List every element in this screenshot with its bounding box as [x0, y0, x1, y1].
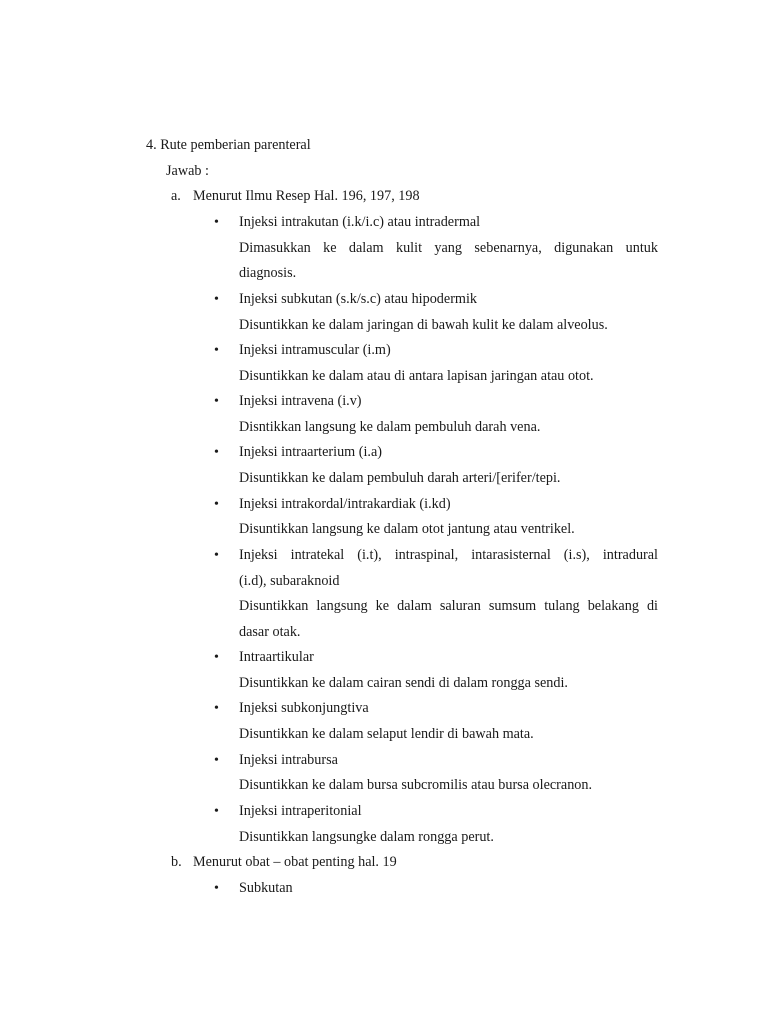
bullet-icon: •	[214, 343, 219, 358]
bullet-icon: •	[214, 753, 219, 768]
answer-label: Jawab :	[166, 163, 209, 179]
item-description: Disuntikkan ke dalam atau di antara lapisan jaringan atau otot.	[239, 368, 594, 384]
item-title: Injeksi intratekal (i.t), intraspinal, intarasisternal (i.s), intradural	[239, 547, 658, 563]
item-description: Disuntikkan langsung ke dalam otot jantung atau ventrikel.	[239, 521, 575, 537]
item-title: Injeksi intraperitonial	[239, 803, 362, 819]
item-description: Dimasukkan ke dalam kulit yang sebenarnya, digunakan untuk	[239, 240, 658, 256]
bullet-icon: •	[214, 804, 219, 819]
item-title: Injeksi intraarterium (i.a)	[239, 444, 382, 460]
item-description: Disuntikkan langsungke dalam rongga perut.	[239, 829, 494, 845]
bullet-icon: •	[214, 650, 219, 665]
item-description: Disuntikkan ke dalam cairan sendi di dalam rongga sendi.	[239, 675, 568, 691]
list-marker-a: a.	[171, 188, 181, 204]
bullet-icon: •	[214, 292, 219, 307]
bullet-icon: •	[214, 215, 219, 230]
item-title: Injeksi intravena (i.v)	[239, 393, 362, 409]
item-description: Disuntikkan ke dalam jaringan di bawah kulit ke dalam alveolus.	[239, 317, 608, 333]
bullet-icon: •	[214, 445, 219, 460]
item-description: Disuntikkan ke dalam pembuluh darah arteri/[erifer/tepi.	[239, 470, 561, 486]
item-description: Disuntikkan langsung ke dalam saluran sumsum tulang belakang di	[239, 598, 658, 614]
item-title: Intraartikular	[239, 649, 314, 665]
bullet-icon: •	[214, 394, 219, 409]
bullet-icon: •	[214, 881, 219, 896]
item-description: Disuntikkan ke dalam selaput lendir di bawah mata.	[239, 726, 534, 742]
item-title: Injeksi intrakordal/intrakardiak (i.kd)	[239, 496, 451, 512]
item-title: Subkutan	[239, 880, 293, 896]
section-b-title: Menurut obat – obat penting hal. 19	[193, 854, 397, 870]
item-description: Disntikkan langsung ke dalam pembuluh darah vena.	[239, 419, 541, 435]
list-marker-b: b.	[171, 854, 182, 870]
item-title: Injeksi subkutan (s.k/s.c) atau hipodermik	[239, 291, 477, 307]
item-description: dasar otak.	[239, 624, 301, 640]
bullet-icon: •	[214, 548, 219, 563]
item-title: Injeksi intramuscular (i.m)	[239, 342, 391, 358]
item-title: (i.d), subaraknoid	[239, 573, 340, 589]
item-title: Injeksi intrakutan (i.k/i.c) atau intradermal	[239, 214, 481, 230]
item-description: diagnosis.	[239, 265, 297, 281]
item-description: Disuntikkan ke dalam bursa subcromilis atau bursa olecranon.	[239, 777, 593, 793]
item-title: Injeksi intrabursa	[239, 752, 338, 768]
bullet-icon: •	[214, 701, 219, 716]
item-title: Injeksi subkonjungtiva	[239, 700, 369, 716]
section-a-title: Menurut Ilmu Resep Hal. 196, 197, 198	[193, 188, 420, 204]
bullet-icon: •	[214, 497, 219, 512]
section-heading: 4. Rute pemberian parenteral	[146, 137, 311, 153]
